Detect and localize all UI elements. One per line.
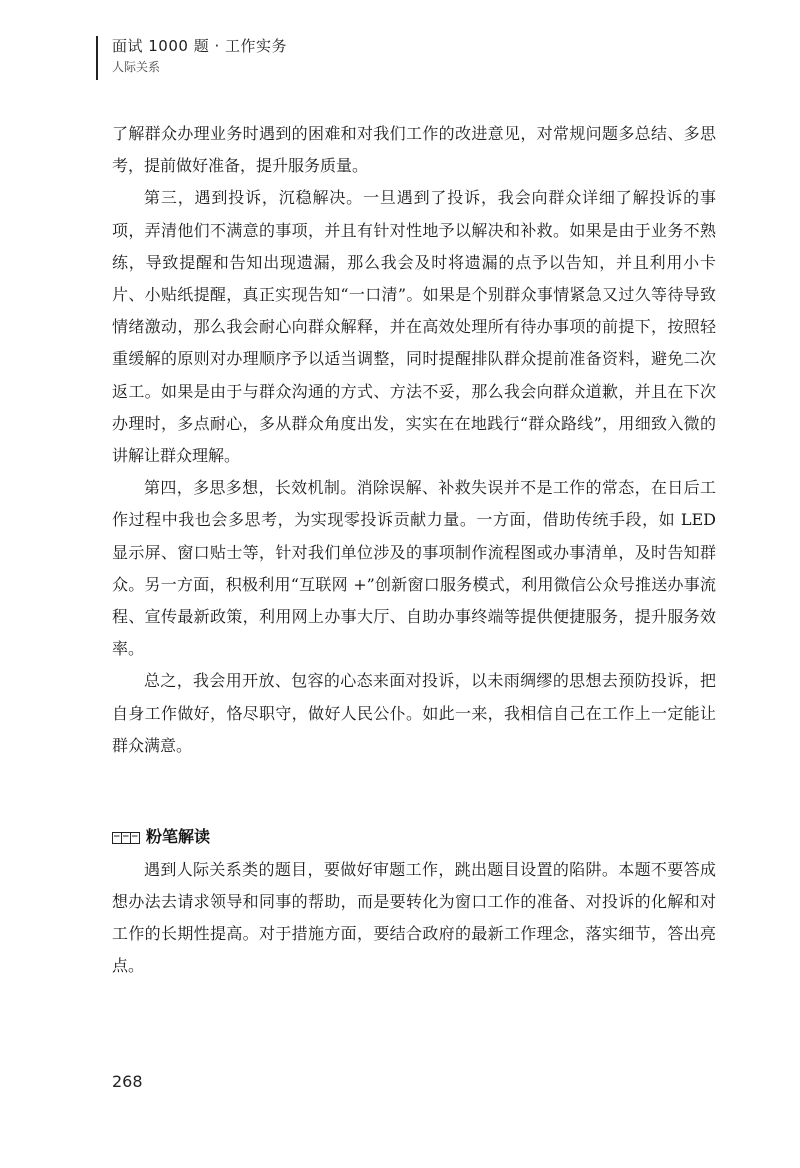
paragraph-conclusion: 总之，我会用开放、包容的心态来面对投诉，以未雨绸缪的思想去预防投诉，把自身工作做好，恪尽职守，做好人民公仆。如此一来，我相信自己在工作上一定能让群众满意。 [112,671,716,755]
analysis-body [112,854,716,982]
analysis-heading [112,822,210,848]
analysis-paragraph: 遇到人际关系类的题目，要做好审题工作，跳出题目设置的陷阱。本题不要答成想办法去请求领导和同事的帮助，而是要转化为窗口工作的准备、对投诉的化解和对工作的长期性提高。对于措施方面，要结合政府的最新工作理念，落实细节，答出亮点。 [112,860,716,975]
book-title: 面试 1000 题 · 工作实务 [112,37,288,55]
analysis-title: 粉笔解读 [146,826,211,846]
answer-body [112,118,716,762]
paragraph-fourth-point: 第四，多思多想，长效机制。消除误解、补救失误并不是工作的常态，在日后工作过程中我也会多思考，为实现零投诉贡献力量。一方面，借助传统手段，如 LED 显示屏、窗口贴士等，针对我们单位涉及的事项制作流程图或办事清单，及时告知群众。另一方面，积极利用“互联网 +”创新窗口服务模式，利用微信公众号推送办事流程、宣传最新政策，利用网上办事大厅、自助办事终端等提供便捷服务，提升服务效率。 [112,478,716,659]
paragraph-continuation: 了解群众办理业务时遇到的困难和对我们工作的改进意见，对常规问题多总结、多思考，提前做好准备，提升服务质量。 [112,124,716,176]
page-number: 268 [112,1072,143,1091]
book-icon [112,829,140,841]
paragraph-third-point: 第三，遇到投诉，沉稳解决。一旦遇到了投诉，我会向群众详细了解投诉的事项，弄清他们不满意的事项，并且有针对性地予以解决和补救。如果是由于业务不熟练，导致提醒和告知出现遗漏，那么我会及时将遗漏的点予以告知，并且利用小卡片、小贴纸提醒，真正实现告知“一口清”。如果是个别群众事情紧急又过久等待导致情绪激动，那么我会耐心向群众解释，并在高效处理所有待办事项的前提下，按照轻重缓解的原则对办理顺序予以适当调整，同时提醒排队群众提前准备资料，避免二次返工。如果是由于与群众沟通的方式、方法不妥，那么我会向群众道歉，并且在下次办理时，多点耐心，多从群众角度出发，实实在在地践行“群众路线”，用细致入微的讲解让群众理解。 [112,188,716,466]
running-header [96,36,287,80]
chapter-subtitle: 人际关系 [112,60,161,74]
